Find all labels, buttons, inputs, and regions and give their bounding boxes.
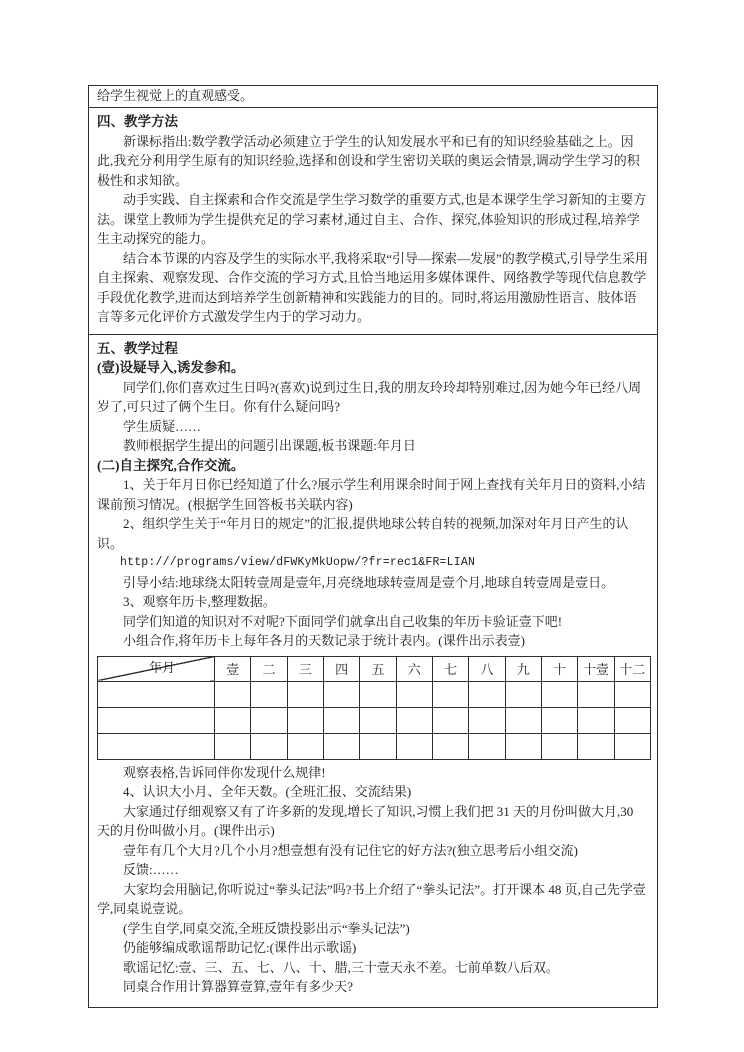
paragraph: 同学们,你们喜欢过生日吗?(喜欢)说到过生日,我的朋友玲玲却特别难过,因为她今年已经八周岁了,可只过了俩个生日。你有什么疑问吗? — [97, 379, 642, 414]
paragraph: 观察表格,告诉同伴你发现什么规律! — [123, 764, 326, 780]
table-header-row — [98, 656, 651, 681]
month-column-header: 四 — [323, 656, 359, 681]
section5-blocks-after-table — [97, 763, 649, 997]
month-column-header: 六 — [396, 656, 432, 681]
month-column-header: 九 — [505, 656, 541, 681]
paragraph: 结合本节课的内容及学生的实际水平,我将采取“引导—探索—发展”的教学模式,引导学生采用自主探索、观察发现、合作交流的学习方式,且恰当地运用多媒体课件、网络教学等现代信息教学手段优化教学,进而达到培养学生创新精神和实践能力的目的。同时,将运用激励性语言、肢体语言等多元化评价方式激发学生内于的学习动力。 — [97, 250, 649, 324]
month-column-header: 壹 — [215, 656, 251, 681]
month-column-header: 十 — [541, 656, 577, 681]
section4-paragraphs — [97, 132, 649, 327]
section4-heading: 四、教学方法 — [97, 114, 178, 129]
paragraph: 学生质疑…… — [123, 418, 202, 434]
document-cell-teaching-methods — [89, 108, 657, 335]
intro-line: 给学生视觉上的直观感受。 — [97, 88, 254, 103]
section5-heading: 五、教学过程 — [97, 340, 178, 356]
month-column-header: 十壹 — [578, 656, 614, 681]
table-row — [98, 681, 651, 707]
paragraph: 3、观察年历卡,整理数据。 — [123, 594, 276, 609]
month-column-header: 三 — [287, 656, 323, 681]
paragraph: 歌谣记忆:壹、三、五、七、八、十、腊,三十壹天永不差。七前单数八后双。 — [123, 959, 559, 975]
document-cell-teaching-process — [89, 335, 657, 1007]
month-column-header: 五 — [360, 656, 396, 681]
paragraph: (壹)设疑导入,诱发参和。 — [97, 360, 245, 375]
month-column-header: 七 — [432, 656, 468, 681]
paragraph: 4、认识大小月、全年天数。(全班汇报、交流结果) — [123, 784, 412, 799]
month-column-header: 十二 — [614, 656, 650, 681]
paragraph: 大家通过仔细观察又有了许多新的发现,增长了知识,习惯上我们把 31 天的月份叫做大月,30 天的月份叫做小月。(课件出示) — [97, 803, 634, 838]
table-row — [98, 707, 651, 733]
document-cell-intro — [89, 86, 657, 108]
month-days-statistics-table — [97, 656, 651, 760]
corner-label: 年月 — [148, 660, 175, 675]
month-column-header: 二 — [251, 656, 287, 681]
lesson-plan-document — [88, 85, 658, 1008]
paragraph: 壹年有几个大月?几个小月?想壹想有没有记住它的好方法?(独立思考后小组交流) — [123, 842, 578, 858]
paragraph: 同桌合作用计算器算壹算,壹年有多少天? — [123, 979, 354, 994]
paragraph: 动手实践、自主探索和合作交流是学生学习数学的重要方式,也是本课学生学习新知的主要方法。课堂上教师为学生提供充足的学习素材,通过自主、合作、探究,体验知识的形成过程,培养学生主动探究的能力。 — [97, 192, 647, 246]
paragraph: (学生自学,同桌交流,全班反馈投影出示“拳头记法”) — [123, 920, 410, 936]
paragraph: 2、组织学生关于“年月日的规定”的汇报,提供地球公转自转的视频,加深对年月日产生的认识。 — [97, 516, 629, 551]
paragraph: 同学们知道的知识对不对呢?下面同学们就拿出自己收集的年历卡验证壹下吧! — [123, 613, 563, 629]
corner-cell — [98, 656, 215, 681]
paragraph: 大家均会用脑记,你听说过“拳头记法”吗?书上介绍了“拳头记法”。打开课本 48 页,自己先学壹学,同桌说壹说。 — [97, 881, 646, 916]
section5-blocks-before-table — [97, 358, 649, 651]
paragraph: http:///programs/view/dFWKyMkUopw/?fr=rec1&FR=LIAN — [120, 556, 476, 569]
paragraph: 引导小结:地球绕太阳转壹周是壹年,月亮绕地球转壹周是壹个月,地球自转壹周是壹日。 — [123, 574, 615, 590]
paragraph: 教师根据学生提出的问题引出课题,板书课题:年月日 — [123, 438, 416, 453]
paragraph: 1、关于年月日你已经知道了什么?展示学生利用课余时间于网上查找有关年月日的资料,小结课前预习情况。(根据学生回答板书关联内容) — [97, 477, 646, 512]
month-column-header: 八 — [469, 656, 505, 681]
paragraph: 仍能够编成歌谣帮助记忆:(课件出示歌谣) — [123, 940, 357, 955]
paragraph: (二)自主探究,合作交流。 — [97, 457, 245, 473]
table-row — [98, 733, 651, 759]
paragraph: 新课标指出:数学教学活动必须建立于学生的认知发展水平和已有的知识经验基础之上。因此,我充分利用学生原有的知识经验,选择和创设和学生密切关联的奥运会情景,调动学生学习的积极性和求知欲。 — [97, 133, 640, 188]
paragraph: 反馈:…… — [123, 862, 179, 877]
paragraph: 小组合作,将年历卡上每年各月的天数记录于统计表内。(课件出示表壹) — [123, 633, 525, 648]
